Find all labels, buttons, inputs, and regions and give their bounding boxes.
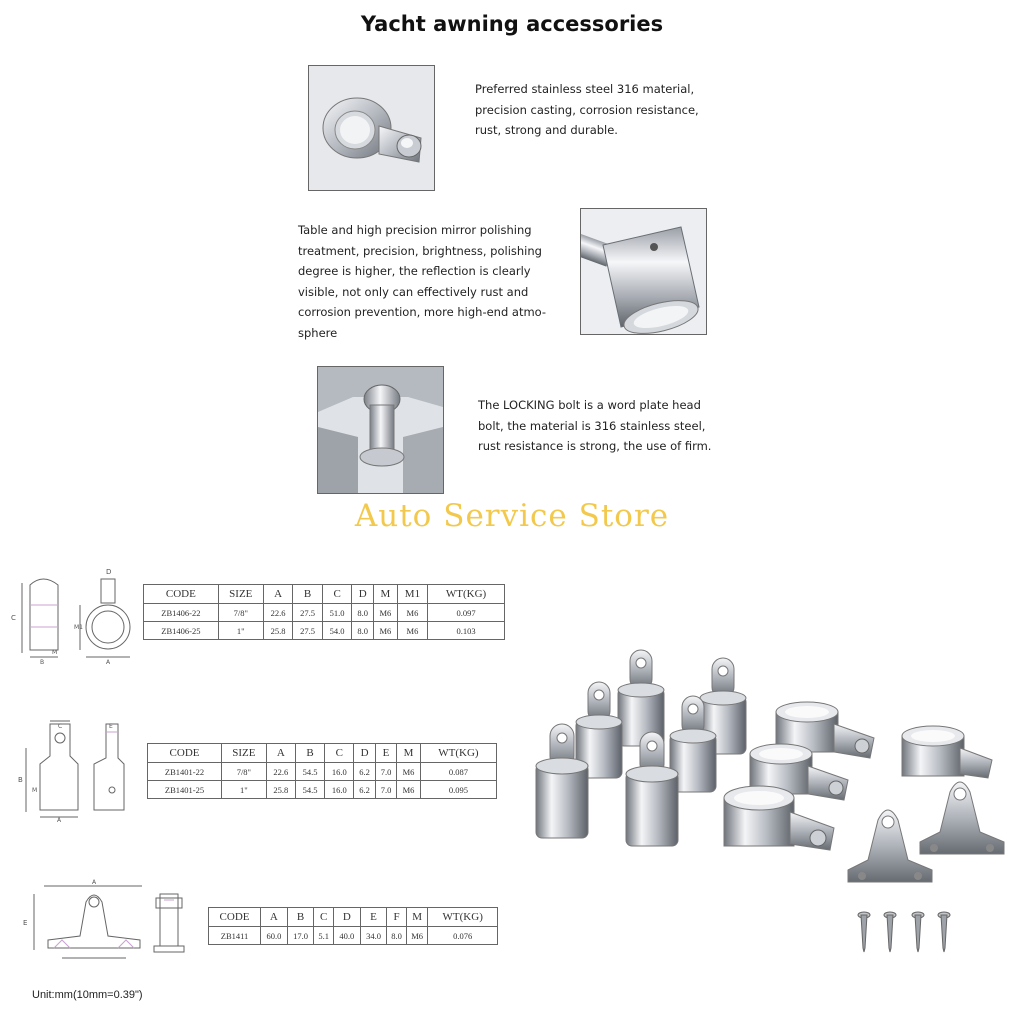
table-cell: 7.0 (375, 781, 396, 799)
table-cell: 0.087 (420, 763, 496, 781)
table-header-row (148, 744, 497, 763)
table-header: M1 (397, 585, 427, 604)
unit-note: Unit:mm(10mm=0.39") (32, 989, 143, 1001)
table-header: CODE (148, 744, 222, 763)
spec-table-zb1406 (143, 584, 505, 640)
table-cell: 7/8" (218, 604, 263, 622)
jaw-slide-photo (308, 65, 435, 191)
table-cell: 34.0 (360, 927, 387, 945)
label-a: A (57, 817, 62, 823)
store-watermark: Auto Service Store (354, 498, 670, 534)
table-header: SIZE (218, 585, 263, 604)
table-cell: M6 (397, 622, 427, 640)
table-cell: 1" (222, 781, 267, 799)
table-cell: 27.5 (293, 604, 323, 622)
table-cell: M6 (397, 763, 421, 781)
label-c: C (11, 614, 16, 622)
table-header: E (360, 908, 387, 927)
table-cell: 0.097 (428, 604, 505, 622)
table-cell: 7/8" (222, 763, 267, 781)
table-cell: ZB1406-25 (144, 622, 219, 640)
table-header: C (314, 908, 334, 927)
deck-hinges (848, 782, 1004, 882)
table-header: D (354, 744, 375, 763)
table-row (148, 763, 497, 781)
table-header: B (295, 744, 324, 763)
end-cap-photo (580, 208, 707, 335)
table-cell: M6 (397, 604, 427, 622)
table-cell: 54.5 (295, 763, 324, 781)
table-header: WT(KG) (420, 744, 496, 763)
table-header: A (266, 744, 295, 763)
spec-table-zb1401 (147, 743, 497, 799)
table-cell: ZB1411 (209, 927, 261, 945)
table-header-row (144, 585, 505, 604)
technical-drawing-2 (12, 718, 140, 823)
table-cell: M6 (373, 622, 397, 640)
table-cell: 27.5 (293, 622, 323, 640)
label-m: M (52, 649, 58, 656)
table-cell: 7.0 (375, 763, 396, 781)
label-c: C (58, 723, 63, 730)
table-cell: ZB1401-22 (148, 763, 222, 781)
table-cell: 25.8 (263, 622, 293, 640)
feature-text-3: The LOCKING bolt is a word plate head bolt, the material is 316 stainless steel, rust resistance is strong, the use of firm. (478, 398, 712, 453)
table-cell: 51.0 (322, 604, 352, 622)
table-cell: M6 (406, 927, 428, 945)
label-e: E (23, 919, 28, 927)
table-cell: 54.0 (322, 622, 352, 640)
label-b: B (40, 659, 45, 665)
table-cell: 16.0 (325, 781, 354, 799)
table-header: M (373, 585, 397, 604)
table-cell: 6.2 (354, 781, 375, 799)
table-cell: 22.6 (266, 763, 295, 781)
label-m: M (32, 787, 38, 794)
table-cell: ZB1401-25 (148, 781, 222, 799)
table-header: A (261, 908, 288, 927)
table-cell: 8.0 (387, 927, 407, 945)
table-cell: 54.5 (295, 781, 324, 799)
label-e: E (109, 723, 113, 730)
table-cell: 16.0 (325, 763, 354, 781)
table-cell: 60.0 (261, 927, 288, 945)
product-set-photo (528, 640, 1014, 960)
label-d: D (106, 568, 112, 576)
table-header: C (322, 585, 352, 604)
table-header: M (406, 908, 428, 927)
technical-drawing-1 (8, 565, 134, 665)
table-cell: 22.6 (263, 604, 293, 622)
table-cell: 40.0 (333, 927, 360, 945)
table-header: F (387, 908, 407, 927)
feature-text-1: Preferred stainless steel 316 material, precision casting, corrosion resistance, rust, strong and durable. (475, 82, 699, 137)
table-cell: 8.0 (352, 622, 374, 640)
table-header: D (352, 585, 374, 604)
table-cell: 0.095 (420, 781, 496, 799)
locking-bolt-photo (317, 366, 444, 494)
table-row (209, 927, 498, 945)
table-header: E (375, 744, 396, 763)
table-header: WT(KG) (428, 585, 505, 604)
label-b: B (18, 776, 23, 784)
table-cell: ZB1406-22 (144, 604, 219, 622)
table-cell: 8.0 (352, 604, 374, 622)
label-a: A (92, 879, 97, 886)
table-header: B (293, 585, 323, 604)
table-cell: 5.1 (314, 927, 334, 945)
table-header: SIZE (222, 744, 267, 763)
table-row (144, 604, 505, 622)
label-a: A (106, 659, 111, 665)
table-cell: 17.0 (287, 927, 314, 945)
table-header: B (287, 908, 314, 927)
screws (858, 912, 950, 952)
table-header: C (325, 744, 354, 763)
table-cell: 1" (218, 622, 263, 640)
table-cell: M6 (397, 781, 421, 799)
table-header: CODE (209, 908, 261, 927)
table-header-row (209, 908, 498, 927)
technical-drawing-3 (14, 878, 202, 964)
table-cell: 0.103 (428, 622, 505, 640)
table-cell: M6 (373, 604, 397, 622)
table-header: CODE (144, 585, 219, 604)
table-row (144, 622, 505, 640)
table-row (148, 781, 497, 799)
table-header: M (397, 744, 421, 763)
table-header: A (263, 585, 293, 604)
spec-table-zb1411 (208, 907, 498, 945)
eye-end-caps (536, 650, 746, 846)
table-cell: 25.8 (266, 781, 295, 799)
table-cell: 6.2 (354, 763, 375, 781)
table-cell: 0.076 (428, 927, 498, 945)
feature-text-2: Table and high precision mirror polishing treatment, precision, brightness, polishing degree is higher, the reflection is clearly visible, not only can effectively rust and corrosion prevention, more high-end atmo-sphere (298, 223, 547, 340)
table-header: D (333, 908, 360, 927)
table-header: WT(KG) (428, 908, 498, 927)
page-title: Yacht awning accessories (360, 12, 664, 36)
label-m1: M1 (74, 624, 83, 631)
